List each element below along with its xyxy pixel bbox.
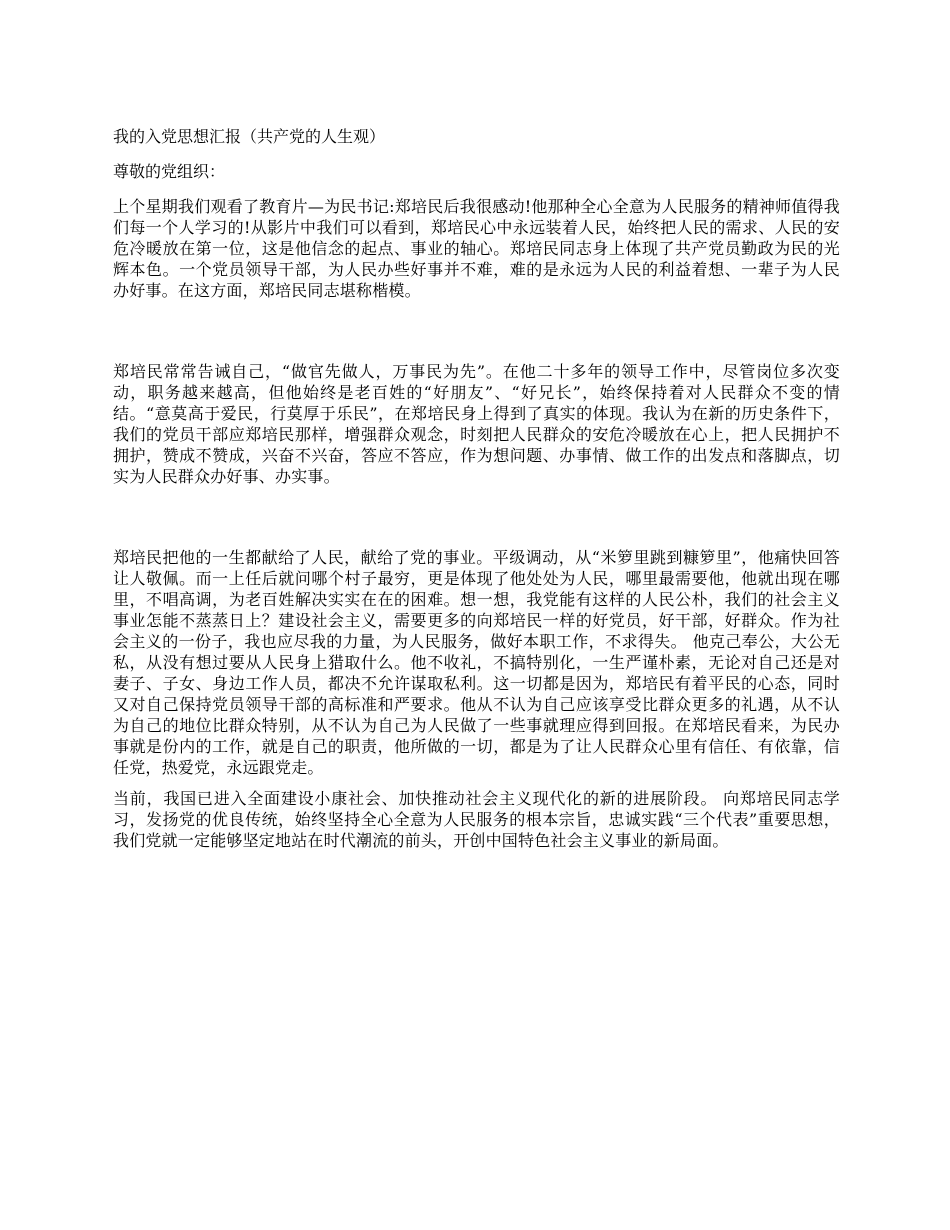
salutation: 尊敬的党组织：	[113, 162, 226, 181]
paragraph-2: 郑培民常常告诫自己，“做官先做人，万事民为先”。在他二十多年的领导工作中，尽管岗位多次变动，职务越来越高，但他始终是老百姓的“好朋友”、“好兄长”，始终保持着对人民群众不变的情结。“意莫高于爱民，行莫厚于乐民”，在郑培民身上得到了真实的体现。我认为在新的历史条件下，我们的党员干部应郑培民那样，增强群众观念，时刻把人民群众的安危冷暖放在心上，把人民拥护不拥护，赞成不赞成，兴奋不兴奋，答应不答应，作为想问题、办事情、做工作的出发点和落脚点，切实为人民群众办好事、办实事。	[113, 362, 840, 486]
document-title: 我的入党思想汇报（共产党的人生观）	[113, 127, 386, 146]
paragraph-3: 郑培民把他的一生都献给了人民，献给了党的事业。平级调动，从“米箩里跳到糠箩里”，他痛快回答让人敬佩。而一上任后就问哪个村子最穷，更是体现了他处处为人民，哪里最需要他，他就出现在哪里，不唱高调，为老百姓解决实实在在的困难。想一想，我党能有这样的人民公朴，我们的社会主义事业怎能不蒸蒸日上？建设社会主义，需要更多的向郑培民一样的好党员，好干部，好群众。作为社会主义的一份子，我也应尽我的力量，为人民服务，做好本职工作，不求得失。 他克己奉公，大公无私，从没有想过要从人民身上猎取什么。他不收礼，不搞特别化，一生严谨朴素，无论对自己还是对妻子、子女、身边工作人员，都决不允许谋取私利。这一切都是因为，郑培民有着平民的心态，同时又对自己保持党员领导干部的高标准和严要求。他从不认为自己应该享受比群众更多的礼遇，从不认为自己的地位比群众特别，从不认为自己为人民做了一些事就理应得到回报。在郑培民看来，为民办事就是份内的工作，就是自己的职责，他所做的一切，都是为了让人民群众心里有信任、有依靠，信任党，热爱党，永远跟党走。	[113, 548, 840, 777]
paragraph-4: 当前，我国已进入全面建设小康社会、加快推动社会主义现代化的新的进展阶段。 向郑培民同志学习，发扬党的优良传统，始终坚持全心全意为人民服务的根本宗旨，忠诚实践“三个代表”重要思想，我们党就一定能够坚定地站在时代潮流的前头，开创中国特色社会主义事业的新局面。	[113, 789, 840, 850]
paragraph-1: 上个星期我们观看了教育片—为民书记:郑培民后我很感动!他那种全心全意为人民服务的精神师值得我们每一个人学习的!从影片中我们可以看到，郑培民心中永远装着人民，始终把人民的需求、人民的安危冷暖放在第一位，这是他信念的起点、事业的轴心。郑培民同志身上体现了共产党员勤政为民的光辉本色。一个党员领导干部，为人民办些好事并不难，难的是永远为人民的利益着想、一辈子为人民办好事。在这方面，郑培民同志堪称楷模。	[113, 197, 840, 300]
document-page	[113, 126, 840, 851]
